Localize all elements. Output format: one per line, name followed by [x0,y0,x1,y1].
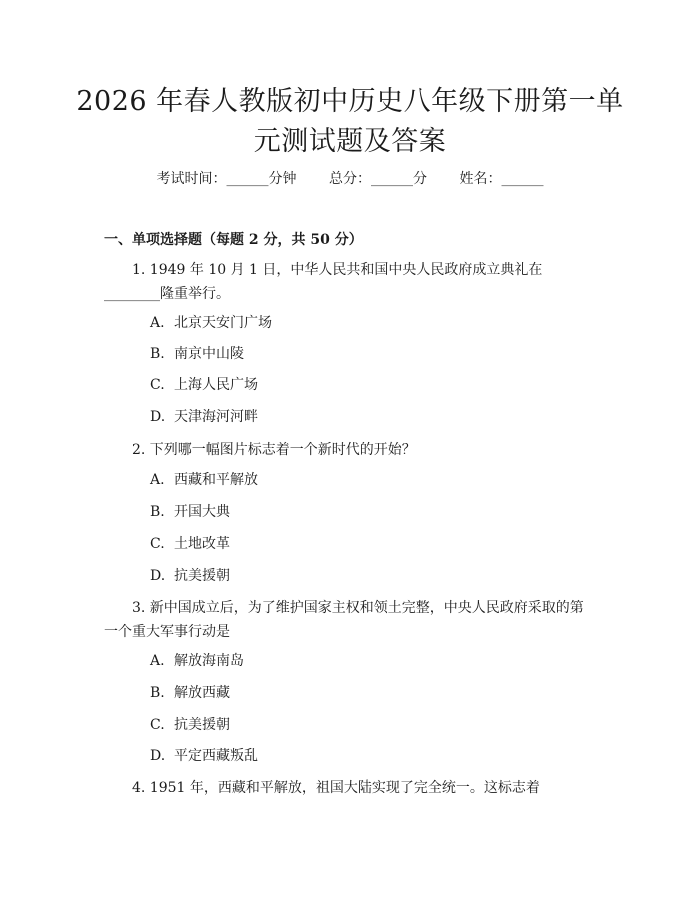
student-name-field: 姓名：______ [459,171,544,187]
question-1-option-d [150,407,258,427]
question-3-option-a [150,651,244,671]
question-3-stem: 3. 新中国成立后，为了维护国家主权和领土完整，中央人民政府采取的第一个重大军事行动是 [104,600,584,640]
option-text: 解放西藏 [174,685,230,701]
option-letter: B. [150,346,165,362]
question-2-option-a [150,470,258,490]
question-2-option-c [150,534,230,554]
question-1-option-b [150,344,244,364]
document-title-line-2: 元测试题及答案 [253,126,447,157]
total-score-field: 总分：______分 [329,171,427,187]
option-text: 平定西藏叛乱 [174,748,258,764]
option-text: 开国大典 [174,504,230,520]
document-title [70,82,630,162]
option-letter: D. [150,748,166,764]
option-letter: A. [150,315,165,331]
option-text: 西藏和平解放 [174,472,258,488]
option-text: 土地改革 [174,536,230,552]
exam-info [0,168,700,188]
exam-time-field: 考试时间：______分钟 [156,171,297,187]
option-letter: C. [150,536,165,552]
document-title-line-1: 2026 年春人教版初中历史八年级下册第一单 [76,86,624,117]
question-3-option-c [150,715,230,735]
option-text: 抗美援朝 [174,717,230,733]
question-2-option-b [150,502,230,522]
section-heading: 一、单项选择题（每题 2 分，共 50 分） [104,232,363,248]
option-letter: A. [150,472,165,488]
option-text: 上海人民广场 [174,377,258,393]
question-1-option-c [150,375,258,395]
option-letter: C. [150,377,165,393]
question-4-stem: 4. 1951 年，西藏和平解放，祖国大陆实现了完全统一。这标志着 [132,780,540,796]
question-2-option-d [150,566,230,586]
option-text: 抗美援朝 [174,568,230,584]
question-3-option-b [150,683,230,703]
option-letter: D. [150,568,166,584]
question-2-stem: 2. 下列哪一幅图片标志着一个新时代的开始？ [132,442,416,458]
option-letter: D. [150,409,166,425]
option-letter: B. [150,504,165,520]
option-text: 天津海河河畔 [174,409,258,425]
question-3-option-d [150,746,258,766]
option-letter: A. [150,653,165,669]
option-text: 解放海南岛 [174,653,244,669]
option-letter: B. [150,685,165,701]
option-text: 南京中山陵 [174,346,244,362]
option-text: 北京天安门广场 [174,315,272,331]
option-letter: C. [150,717,165,733]
question-1-stem: 1. 1949 年 10 月 1 日，中华人民共和国中央人民政府成立典礼在________隆重举行。 [104,262,543,302]
question-1-option-a [150,313,272,333]
